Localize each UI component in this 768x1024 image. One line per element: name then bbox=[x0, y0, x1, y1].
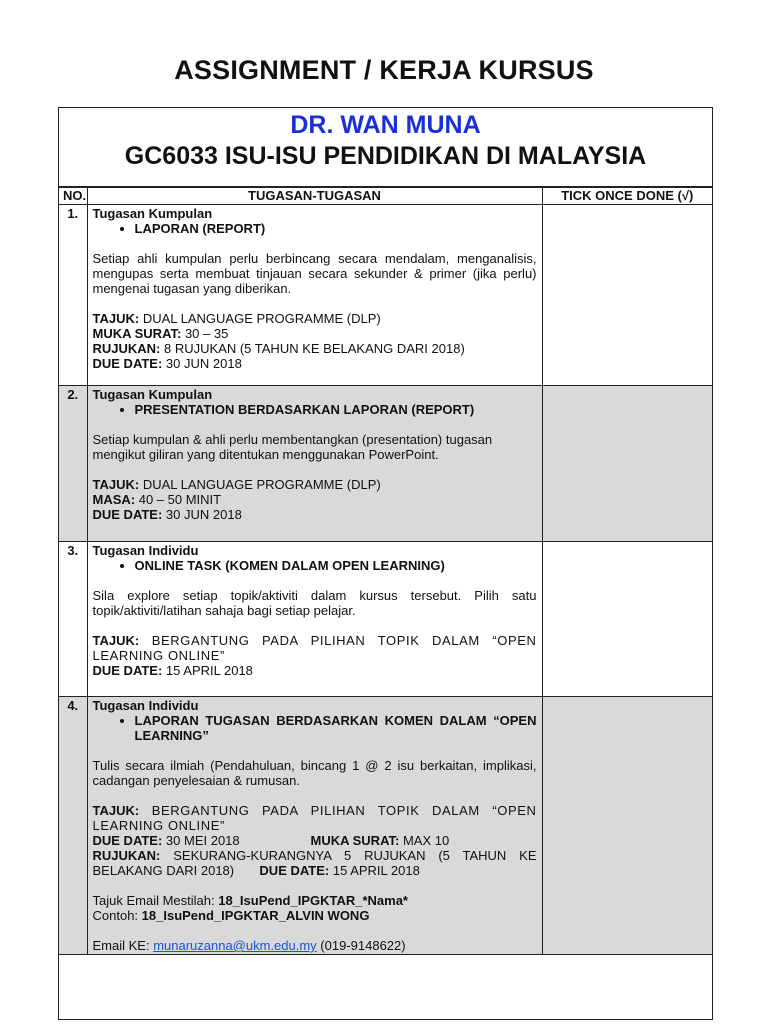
table-header-row bbox=[59, 188, 712, 205]
task-pages: MUKA SURAT: MAX 10 bbox=[310, 833, 450, 848]
task-table bbox=[59, 187, 712, 955]
task-tajuk: BERGANTUNG PADA PILIHAN TOPIK DALAM “OPEN LEARNING ONLINE” bbox=[92, 803, 537, 833]
task-bullet: • PRESENTATION BERDASARKAN LAPORAN (REPORT) bbox=[135, 402, 537, 417]
task-type: Tugasan Individu bbox=[92, 698, 199, 713]
task-due-date: DUE DATE: 30 JUN 2018 bbox=[92, 356, 242, 371]
row-number: 1. bbox=[59, 205, 87, 386]
col-header-task: TUGASAN-TUGASAN bbox=[87, 188, 542, 205]
course-title: GC6033 ISU-ISU PENDIDIKAN DI MALAYSIA bbox=[124, 142, 647, 170]
task-tajuk: TAJUK: DUAL LANGUAGE PROGRAMME (DLP) bbox=[92, 477, 381, 492]
task-tajuk: BERGANTUNG PADA PILIHAN TOPIK DALAM “OPEN LEARNING ONLINE” bbox=[92, 633, 537, 663]
tick-cell[interactable] bbox=[542, 386, 712, 542]
row-number: 3. bbox=[59, 542, 87, 697]
task-tajuk: TAJUK: DUAL LANGUAGE PROGRAMME (DLP) bbox=[92, 311, 381, 326]
task-description: Setiap ahli kumpulan perlu berbincang secara mendalam, menganalisis, mengupas serta membuat tinjauan secara sekunder & primer (jika perlu) mengenai tugasan yang diberikan. bbox=[92, 251, 537, 296]
email-title-rule: Tajuk Email Mestilah: 18_IsuPend_IPGKTAR_*Nama* bbox=[92, 893, 408, 908]
tick-cell[interactable] bbox=[542, 697, 712, 955]
page-title: ASSIGNMENT / KERJA KURSUS bbox=[174, 55, 594, 85]
task-due-date: DUE DATE: 30 JUN 2018 bbox=[92, 507, 242, 522]
task-type: Tugasan Individu bbox=[92, 543, 199, 558]
task-cell: Tugasan Individu • LAPORAN TUGASAN BERDASARKAN KOMEN DALAM “OPEN LEARNING” Tulis secara ilmiah (Pendahuluan, bincang 1 @ 2 isu berkaitan, implikasi, cadangan penyelesaian & rumusan. TAJUK: BERGANTUNG PADA PILIHAN TOPIK DALAM “OPEN LEARNING ONLINE” DUE DATE: 30 MEI 2018 MUKA SURAT: MAX 10 RUJUKAN: SEKURANG-KURANGNYA 5 RUJUKAN (5 TAHUN KE BELAKANG DARI 2018) DUE DATE: 15 APRIL 2018 Tajuk Email Mestilah: 18_IsuPend_IPGKTAR_*Nama* Contoh: 18_IsuPend_IPGKTAR_ALVIN WONG Email KE: munaruzanna@ukm.edu.my (019-9148622) bbox=[87, 697, 542, 955]
tick-cell[interactable] bbox=[542, 542, 712, 697]
row-number: 4. bbox=[59, 697, 87, 955]
task-cell bbox=[87, 386, 542, 542]
tick-cell[interactable] bbox=[542, 205, 712, 386]
task-duration: MASA: 40 – 50 MINIT bbox=[92, 492, 222, 507]
assignment-sheet bbox=[58, 107, 713, 1020]
col-header-tick: TICK ONCE DONE (√) bbox=[542, 188, 712, 205]
task-type: Tugasan Kumpulan bbox=[92, 206, 213, 221]
task-description: Setiap kumpulan & ahli perlu membentangkan (presentation) tugasan mengikut giliran yang ditentukan menggunakan PowerPoint. bbox=[92, 432, 493, 462]
table-row bbox=[59, 386, 712, 542]
task-bullet: • LAPORAN TUGASAN BERDASARKAN KOMEN DALAM “OPEN LEARNING” bbox=[135, 713, 537, 743]
task-type: Tugasan Kumpulan bbox=[92, 387, 213, 402]
task-description: Tulis secara ilmiah (Pendahuluan, bincang 1 @ 2 isu berkaitan, implikasi, cadangan penyelesaian & rumusan. bbox=[92, 758, 537, 788]
task-due-date: DUE DATE: 30 MEI 2018 bbox=[92, 833, 240, 848]
task-bullet: • ONLINE TASK (KOMEN DALAM OPEN LEARNING) bbox=[135, 558, 537, 573]
task-cell bbox=[87, 205, 542, 386]
table-row bbox=[59, 542, 712, 697]
task-references: RUJUKAN: SEKURANG-KURANGNYA 5 RUJUKAN (5 TAHUN KE BELAKANG DARI 2018) DUE DATE: 15 APRIL 2018 bbox=[92, 848, 537, 878]
task-due-date: DUE DATE: 15 APRIL 2018 bbox=[92, 663, 253, 678]
task-references: RUJUKAN: 8 RUJUKAN (5 TAHUN KE BELAKANG DARI 2018) bbox=[92, 341, 465, 356]
table-row bbox=[59, 205, 712, 386]
sheet-header bbox=[59, 108, 712, 187]
email-link[interactable]: munaruzanna@ukm.edu.my bbox=[153, 938, 317, 953]
task-pages: MUKA SURAT: 30 – 35 bbox=[92, 326, 229, 341]
email-title-example: Contoh: 18_IsuPend_IPGKTAR_ALVIN WONG bbox=[92, 908, 370, 923]
row-number: 2. bbox=[59, 386, 87, 542]
task-cell: Tugasan Individu • ONLINE TASK (KOMEN DALAM OPEN LEARNING) Sila explore setiap topik/aktiviti dalam kursus tersebut. Pilih satu topik/aktiviti/latihan sahaja bagi setiap pelajar. TAJUK: BERGANTUNG PADA PILIHAN TOPIK DALAM “OPEN LEARNING ONLINE” DUE DATE: 15 APRIL 2018 bbox=[87, 542, 542, 697]
task-description: Sila explore setiap topik/aktiviti dalam kursus tersebut. Pilih satu topik/aktiviti/latihan sahaja bagi setiap pelajar. bbox=[92, 588, 537, 618]
task-bullet: • LAPORAN (REPORT) bbox=[135, 221, 537, 236]
lecturer-name: DR. WAN MUNA bbox=[290, 111, 481, 139]
table-row bbox=[59, 697, 712, 955]
col-header-no: NO. bbox=[59, 188, 87, 205]
email-line: Email KE: munaruzanna@ukm.edu.my (019-9148622) bbox=[92, 938, 406, 953]
